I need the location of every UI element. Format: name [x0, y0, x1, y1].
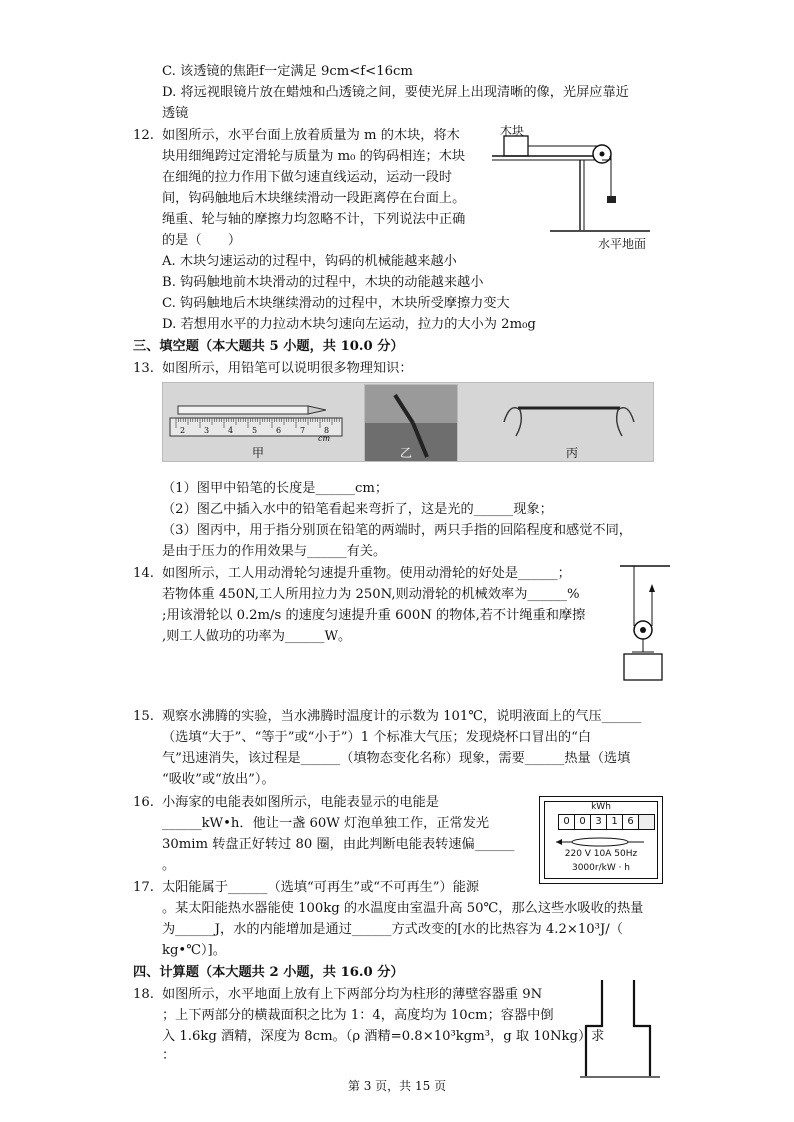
q12-stem-line: 如图所示，水平台面上放着质量为 m 的木块，将木	[162, 128, 460, 143]
ruler-tick-label: 7	[300, 426, 306, 435]
q18-line: ：	[162, 1048, 176, 1063]
energy-meter	[539, 796, 663, 884]
q15-line: （选填“大于”、“等于”或“小于”）1 个标准大气压；发现烧杯口冒出的“白	[162, 730, 592, 745]
ruler-tick-label: 2	[180, 426, 186, 435]
q12-stem-line: 绳重、轮与轴的摩擦力均忽略不计，下列说法中正确	[162, 212, 466, 227]
meter-digit: 0	[558, 814, 575, 830]
q12-option-c: C. 钩码触地后木块继续滑动的过程中，木块所受摩擦力变大	[162, 296, 510, 311]
meter-digit-decimal	[639, 814, 655, 830]
fingers-pencil-figure	[490, 392, 650, 448]
stepped-container-figure	[580, 976, 664, 1086]
pencil-tip	[308, 406, 326, 414]
hook-weight	[607, 196, 616, 203]
meter-digit: 0	[575, 814, 591, 830]
meter-rate: 3000r/kW · h	[571, 863, 631, 873]
right-hand	[617, 408, 634, 436]
q17-line: 。某太阳能热水器能使 100kg 的水温度由室温升高 50℃，那么这些水吸收的热量	[162, 901, 644, 916]
q14-line: ;用该滑轮以 0.2m/s 的速度匀速提升重 600N 的物体,若不计绳重和摩擦	[162, 608, 586, 623]
q13-sub1: （1）图甲中铅笔的长度是______cm；	[162, 481, 389, 496]
q17-line: kg•℃）]。	[162, 943, 226, 958]
q16-line: 30mim 转盘正好转过 80 圈，由此判断电能表转速偏______	[162, 837, 515, 852]
left-hand	[504, 408, 521, 436]
figure-label-bing: 丙	[566, 446, 579, 460]
q12-stem-line: 在细绳的拉力作用下做匀速直线运动，运动一段时	[162, 170, 453, 185]
q16-line: ______kW•h．他让一盏 60W 灯泡单独工作，正常发光	[162, 816, 490, 831]
ruler-tick-label: 5	[252, 426, 258, 435]
ruler-tick-label: 6	[276, 426, 282, 435]
q12-option-d: D. 若想用水平的力拉动木块匀速向左运动，拉力的大小为 2m₀g	[162, 317, 536, 332]
q16-line: 。	[162, 858, 176, 873]
q15-line: 气”迅速消失，该过程是______（填物态变化名称）现象，需要______热量（选填	[162, 751, 631, 766]
q12-option-b: B. 钩码触地前木块滑动的过程中，木块的动能越来越小	[162, 275, 484, 290]
ruler-tick-label: 4	[228, 426, 234, 435]
q12-stem-line: 间，钩码触地后木块继续滑动一段距离停在台面上。	[162, 191, 466, 206]
q18-line: 入 1.6kg 酒精，深度为 8cm。（ρ 酒精=0.8×10³kgm³，g 取 10Nkg）求	[162, 1029, 605, 1044]
figure-label-yi: 乙	[400, 446, 413, 460]
q12-option-a: A. 木块匀速运动的过程中，钩码的机械能越来越小	[162, 254, 457, 269]
q15-line: “吸收”或“放出”）。	[162, 772, 275, 787]
q18-number: 18.	[133, 987, 154, 1002]
meter-digit: 1	[607, 814, 623, 830]
pull-arrow	[649, 584, 655, 592]
q13-stem: 如图所示，用铅笔可以说明很多物理知识：	[162, 361, 413, 376]
q11-option-c: C. 该透镜的焦距f一定满足 9cm<f<16cm	[162, 64, 413, 79]
q15-line: 观察水沸腾的实验，当水沸腾时温度计的示数为 101℃，说明液面上的气压______	[162, 709, 642, 724]
q11-option-d-cont: 透镜	[162, 106, 189, 121]
q17-line: 为______J，水的内能增加是通过______方式改变的[水的比热容为 4.2×10³J/（	[162, 922, 623, 937]
ruler-tick-label: 3	[204, 426, 210, 435]
q14-line: 若物体重 450N,工人所用拉力为 250N,则动滑轮的机械效率为______%	[162, 587, 580, 602]
q14-line: ,则工人做功的功率为______W。	[162, 629, 352, 644]
q12-stem-line: 块用细绳跨过定滑轮与质量为 m₀ 的钩码相连；木块	[162, 149, 466, 164]
block-label: 木块	[500, 124, 525, 138]
ground-label: 水平地面	[598, 237, 647, 251]
figure-label-jia: 甲	[252, 446, 265, 460]
q13-sub3: （3）图丙中，用于指分别顶在铅笔的两端时，两只手指的回陷程度和感觉不同，	[162, 523, 632, 538]
meter-digit: 3	[591, 814, 607, 830]
q18-line: 如图所示，水平地面上放有上下两部分均为柱形的薄壁容器重 9N	[162, 987, 543, 1002]
ruler-tick-label: 8	[324, 426, 330, 435]
q16-number: 16.	[133, 795, 154, 810]
q18-line: ；上下两部分的横裁面积之比为 1：4，高度均为 10cm；容器中倒	[162, 1008, 554, 1023]
q12-number: 12.	[133, 128, 154, 143]
section-title-fill-in: 三、填空题（本大题共 5 小题，共 10.0 分）	[133, 339, 404, 354]
meter-digits	[558, 814, 655, 830]
q16-line: 小海家的电能表如图所示，电能表显示的电能是	[162, 795, 439, 810]
meter-spec: 220 V 10A 50Hz	[564, 849, 638, 859]
q13-sub2: （2）图乙中插入水中的铅笔看起来弯折了，这是光的______现象；	[162, 502, 553, 517]
ruler-unit: cm	[318, 434, 331, 443]
q15-number: 15.	[133, 709, 154, 724]
pencil-body	[178, 406, 308, 414]
meter-unit: kWh	[591, 802, 611, 812]
meter-disc-icon	[554, 835, 646, 849]
q17-number: 17.	[133, 880, 154, 895]
container-walls	[586, 980, 650, 1076]
load-box	[624, 654, 662, 680]
page-footer: 第 3 页，共 15 页	[347, 1079, 447, 1093]
q14-number: 14.	[133, 566, 154, 581]
q12-stem-line: 的是（ ）	[162, 233, 242, 248]
section-title-calculation: 四、计算题（本大题共 2 小题，共 16.0 分）	[133, 965, 404, 980]
q13-sub3-cont: 是由于压力的作用效果与______有关。	[162, 544, 387, 559]
q13-number: 13.	[133, 361, 154, 376]
q14-line: 如图所示，工人用动滑轮匀速提升重物。使用动滑轮的好处是______；	[162, 566, 571, 581]
meter-digit: 6	[623, 814, 639, 830]
movable-pulley-figure	[604, 562, 684, 692]
block-shape	[504, 136, 528, 156]
q17-line: 太阳能属于______（选填“可再生”或“不可再生”）能源	[162, 880, 480, 895]
q11-option-d: D. 将远视眼镜片放在蜡烛和凸透镜之间，要使光屏上出现清晰的像，光屏应靠近	[162, 85, 629, 100]
